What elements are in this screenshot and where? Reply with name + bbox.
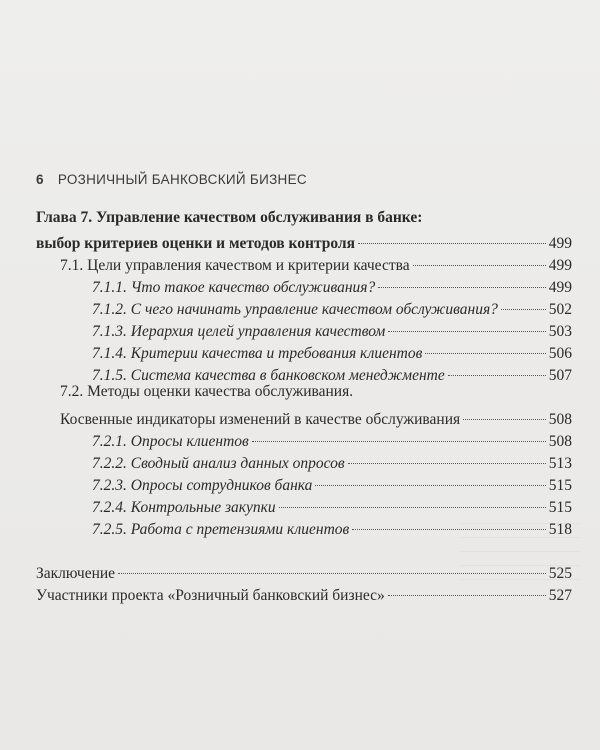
toc-entry-label: 7.2. Методы оценки качества обслуживания. <box>60 383 354 400</box>
chapter-title-line2: выбор критериев оценки и методов контроля <box>36 235 356 252</box>
toc-entry-7-2-3[interactable] <box>92 470 572 494</box>
toc-entry-label: 7.1.4. Критерии качества и требования клиентов <box>92 345 423 362</box>
toc-entry-label: 7.2.2. Сводный анализ данных опросов <box>92 455 345 472</box>
toc-page-number: 513 <box>548 455 572 472</box>
dot-leader <box>348 448 546 468</box>
bleed-through-texture <box>460 520 580 580</box>
toc-entry-label: Участники проекта «Розничный банковский бизнес» <box>36 587 385 604</box>
toc-entry-7-1-3[interactable] <box>92 316 572 340</box>
toc-entry-label: 7.1.5. Система качества в банковском менеджменте <box>92 367 445 384</box>
toc-page-number: 506 <box>548 345 572 362</box>
chapter-title-line1: Глава 7. Управление качеством обслуживания в банке: <box>36 209 423 226</box>
toc-entry-7-2-1[interactable] <box>92 426 572 450</box>
toc-entry-7-1-4[interactable] <box>92 338 572 362</box>
toc-entry-7-2-2[interactable] <box>92 448 572 472</box>
toc-page-number: 508 <box>548 411 572 428</box>
toc-entry-7-1-5[interactable] <box>92 360 572 384</box>
dot-leader <box>252 426 546 446</box>
toc-page-number: 503 <box>548 323 572 340</box>
toc-page-number: 499 <box>548 257 572 274</box>
running-header <box>36 172 307 187</box>
toc-entry-label: Заключение <box>36 565 116 582</box>
dot-leader <box>388 316 545 336</box>
dot-leader <box>425 338 545 358</box>
toc-entry-label: 7.1.2. С чего начинать управление качеством обслуживания? <box>92 301 498 318</box>
toc-page-number: 515 <box>548 499 572 516</box>
dot-leader <box>315 470 545 490</box>
toc-entry-7-2-4[interactable] <box>92 492 572 516</box>
toc-entry-participants[interactable] <box>36 580 572 604</box>
toc-page-number: 508 <box>548 433 572 450</box>
toc-entry-label: 7.1. Цели управления качеством и критерии качества <box>60 257 410 274</box>
toc-entry-label: 7.1.3. Иерархия целей управления качеством <box>92 323 386 340</box>
toc-entry-label: 7.2.1. Опросы клиентов <box>92 433 249 450</box>
dot-leader <box>413 250 546 270</box>
dot-leader <box>448 360 546 380</box>
toc-entry-label: 7.2.5. Работа с претензиями клиентов <box>92 521 350 538</box>
toc-entry-7-1-2[interactable] <box>92 294 572 318</box>
toc-entry-label: 7.1.1. Что такое качество обслуживания? <box>92 279 376 296</box>
header-page-number: 6 <box>36 172 44 187</box>
toc-page-number: 502 <box>548 301 572 318</box>
toc-entry-label: 7.2.4. Контрольные закупки <box>92 499 276 516</box>
toc-entry-7-2-cont[interactable] <box>60 404 572 428</box>
toc-entry-7-2[interactable] <box>60 382 572 402</box>
toc-page-number: 518 <box>548 521 572 538</box>
dot-leader <box>501 294 546 314</box>
toc-page-number: 499 <box>548 279 572 296</box>
toc-page-number: 527 <box>548 587 572 604</box>
header-running-title: РОЗНИЧНЫЙ БАНКОВСКИЙ БИЗНЕС <box>57 172 307 187</box>
toc-page-number: 507 <box>548 367 572 384</box>
toc-entry-label: Косвенные индикаторы изменений в качестве обслуживания <box>60 411 461 428</box>
dot-leader <box>388 580 546 600</box>
toc-entry-chapter-7[interactable] <box>36 228 572 252</box>
dot-leader <box>358 228 546 248</box>
dot-leader <box>463 404 546 424</box>
dot-leader <box>378 272 546 292</box>
toc-page-number: 525 <box>548 565 572 582</box>
toc-entry-label: 7.2.3. Опросы сотрудников банка <box>92 477 313 494</box>
toc-entry-7-1[interactable] <box>60 250 572 274</box>
dot-leader <box>279 492 546 512</box>
toc-page-number: 499 <box>548 235 572 252</box>
toc-page-number: 515 <box>548 477 572 494</box>
toc-entry-7-1-1[interactable] <box>92 272 572 296</box>
